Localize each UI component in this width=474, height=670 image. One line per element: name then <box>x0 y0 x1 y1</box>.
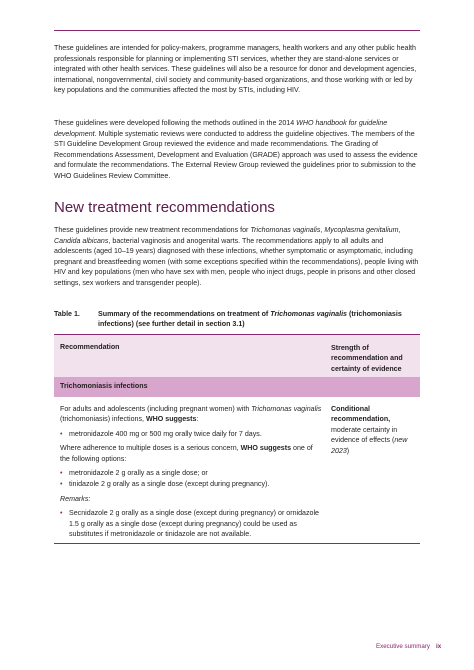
organism-3: Candida albicans <box>54 236 109 245</box>
strength-text: moderate certainty in evidence of effects ( <box>331 425 398 445</box>
rec-text-1: These guidelines provide new treatment recommendations for <box>54 226 251 234</box>
adherence-text-1: Where adherence to multiple doses is a serious concern, <box>60 444 241 453</box>
caption-text-1: Summary of the recommendations on treatment of <box>98 310 271 318</box>
bullet-text: Secnidazole 2 g orally as a single dose (except during pregnancy) or ornidazole 1.5 g orally as a single dose (except during pregnancy) could be used as substitutes if metronidazole or tinidazole are not available. <box>69 509 320 539</box>
organism-1: Trichomonas vaginalis <box>250 226 321 234</box>
strength-new: new 2023 <box>331 436 408 455</box>
bullet-text: metronidazole 2 g orally as a single dose; or <box>69 469 208 478</box>
table-header-row <box>54 335 420 377</box>
handbook-title: WHO handbook for guideline development <box>54 119 388 138</box>
table-subheader-row <box>54 377 420 397</box>
header-recommendation: Recommendation <box>60 343 120 351</box>
rec-intro-who: WHO suggests <box>145 415 197 424</box>
adherence-text-2: one of the following options: <box>60 444 313 463</box>
rec-text-2: , bacterial vaginosis and anogenital warts. The recommendations apply to all adults and adolescents (aged 10–19 years) diagnosed with these infections, whether symptomatic or asymptomatic, including pregnant and breastfeeding women (with some exceptions specified within the recommendations), people living with HIV and key populations (men who have sex with men, people who inject drugs, people in prisons and other closed settings, sex workers and transgender people). <box>54 236 419 287</box>
strength-close: ) <box>346 446 350 455</box>
bullet-icon: • <box>60 429 63 438</box>
methods-text-2: . Multiple systematic reviews were conducted to address the guideline objectives. The members of the STI Guideline Development Group reviewed the evidence and made recommendations. The Grading of Recommendations Assessment, Development and Evaluation (GRADE) approach was used to assess the evidence and formulate the recommendations. The External Review Group reviewed the guidelines prior to submission to the WHO Guidelines Review Committee. <box>54 129 418 180</box>
table-bottom-rule <box>54 543 420 544</box>
rec-intro-colon: : <box>196 415 199 424</box>
rec-sep-2: , <box>398 226 401 234</box>
rec-sep-1: , <box>320 226 325 234</box>
strength-cell <box>331 404 417 456</box>
adherence-who: WHO suggests <box>240 444 292 453</box>
remarks-label <box>60 494 324 504</box>
table-title <box>98 309 422 330</box>
bullet-icon: • <box>60 509 63 518</box>
methods-paragraph <box>54 118 422 182</box>
page-footer <box>376 643 441 650</box>
strength-conditional: Conditional recommendation, <box>331 405 391 424</box>
bullet-tinidazole <box>60 479 324 489</box>
rec-intro-text-2: (trichomoniasis) infections, <box>60 415 146 424</box>
methods-text-1: These guidelines were developed following the methods outlined in the 2014 <box>54 119 297 127</box>
page-number: ix <box>435 643 442 650</box>
rec-intro <box>60 404 324 425</box>
section-heading: New treatment recommendations <box>54 199 275 216</box>
recommendations-paragraph <box>54 225 422 289</box>
caption-text-2: (trichomoniasis infections) (see further detail in section 3.1) <box>98 310 402 329</box>
table-body-row <box>54 397 420 543</box>
recommendation-cell <box>60 404 324 543</box>
bullet-metronidazole-single <box>60 468 324 478</box>
rec-intro-text-1: For adults and adolescents (including pregnant women) with <box>60 405 252 413</box>
header-strength: Strength of recommendation and certainty of evidence <box>331 344 403 373</box>
bullet-text: tinidazole 2 g orally as a single dose (except during pregnancy). <box>69 480 270 489</box>
bullet-icon: • <box>60 480 63 489</box>
organism-2: Mycoplasma genitalium <box>324 226 399 234</box>
caption-organism: Trichomonas vaginalis <box>270 310 347 318</box>
intro-paragraph: These guidelines are intended for policy-makers, programme managers, health workers and any other public health professionals responsible for planning or implementing STI services, whether they are stand-alone services or integrated with other health services. These guidelines will also be a resource for donor and development agencies, international, nongovernmental, civil society and community-based organizations, and those working with or led by key populations and the communities affected the most by STIs, including HIV. <box>54 44 417 95</box>
table-number: Table 1. <box>54 310 80 318</box>
subheader-trichomoniasis: Trichomoniasis infections <box>60 382 148 390</box>
bullet-metronidazole-7day <box>60 429 324 439</box>
bullet-secnidazole <box>60 508 324 539</box>
top-rule <box>54 30 420 31</box>
bullet-icon: • <box>60 469 63 478</box>
remarks-text: Remarks: <box>60 494 91 503</box>
adherence-text <box>60 443 324 464</box>
rec-intro-organism: Trichomonas vaginalis <box>251 405 322 413</box>
bullet-text: metronidazole 400 mg or 500 mg orally twice daily for 7 days. <box>69 429 262 438</box>
footer-label: Executive summary <box>376 643 430 650</box>
